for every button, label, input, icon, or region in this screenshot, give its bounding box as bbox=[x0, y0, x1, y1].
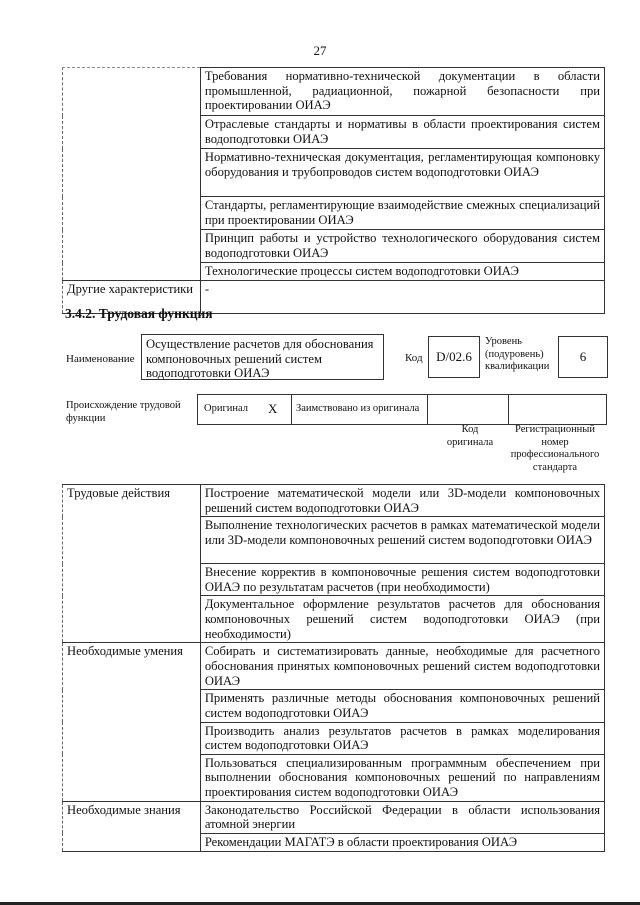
code-box bbox=[428, 336, 480, 378]
name-label: Наименование bbox=[66, 353, 135, 365]
borrowed-label: Заимствовано из оригинала bbox=[296, 403, 420, 415]
borrowed-cell bbox=[292, 395, 428, 424]
labor-function-table bbox=[62, 484, 605, 852]
top-requirements-table bbox=[62, 67, 605, 314]
other-characteristics-value: - bbox=[200, 280, 604, 313]
reg-number-cell bbox=[509, 395, 606, 424]
section-heading: 3.4.2. Трудовая функция bbox=[65, 306, 213, 321]
knowledge-item: Законодательство Российской Федерации в области использования атомной энергии bbox=[200, 801, 604, 833]
level-label: Уровень (подуровень) квалификации bbox=[485, 336, 550, 372]
labor-actions-label: Трудовые действия bbox=[63, 485, 201, 643]
original-mark: X bbox=[268, 401, 278, 417]
skill-item: Собирать и систематизировать данные, необходимые для расчетного обоснования принятых компоновочных решений систем водоподготовки ОИАЭ bbox=[200, 643, 604, 690]
code-value: D/02.6 bbox=[436, 348, 472, 364]
origin-row bbox=[197, 394, 607, 425]
page-number: 27 bbox=[313, 43, 327, 58]
labor-action-item: Документальное оформление результатов расчетов для обоснования компоновочных решений систем водоподготовки ОИАЭ (при необходимости) bbox=[200, 596, 604, 643]
knowledge-item: Стандарты, регламентирующие взаимодействие смежных специализаций при проектировании ОИАЭ bbox=[200, 197, 604, 230]
knowledge-item: Рекомендации МАГАТЭ в области проектирования ОИАЭ bbox=[200, 833, 604, 851]
function-name-value: Осуществление расчетов для обоснования компоновочных решений систем водоподготовки ОИАЭ bbox=[146, 337, 374, 381]
origin-label: Происхождение трудовой функции bbox=[66, 400, 181, 424]
labor-action-item: Выполнение технологических расчетов в рамках математической модели или 3D-модели компоновочных решений систем водоподготовки ОИАЭ bbox=[200, 517, 604, 564]
skill-item: Пользоваться специализированным программным обеспечением при выполнении обоснования компоновочных решений по направлениям проектирования систем водоподготовки ОИАЭ bbox=[200, 754, 604, 801]
skills-label: Необходимые умения bbox=[63, 643, 201, 801]
level-value: 6 bbox=[579, 348, 587, 364]
code-label: Код bbox=[405, 352, 423, 364]
continued-label-cell bbox=[63, 68, 201, 281]
other-characteristics-label: Другие характеристики bbox=[63, 280, 201, 313]
original-code-cell bbox=[428, 395, 509, 424]
level-box bbox=[558, 336, 608, 378]
knowledge-item: Отраслевые стандарты и нормативы в области проектирования систем водоподготовки ОИАЭ bbox=[200, 116, 604, 149]
function-name-box bbox=[141, 334, 384, 380]
registration-caption: Регистрационный номер профессионального стандарта bbox=[510, 424, 600, 473]
knowledge-item: Нормативно-техническая документация, регламентирующая компоновку оборудования и трубопроводов систем водоподготовки ОИАЭ bbox=[200, 149, 604, 197]
knowledge-item: Технологические процессы систем водоподготовки ОИАЭ bbox=[200, 263, 604, 281]
labor-action-item: Построение математической модели или 3D-модели компоновочных решений систем водоподготовки ОИАЭ bbox=[200, 485, 604, 517]
knowledge-item: Требования нормативно-технической документации в области промышленной, радиационной, пожарной безопасности при проектировании ОИАЭ bbox=[200, 68, 604, 116]
labor-action-item: Внесение корректив в компоновочные решения систем водоподготовки ОИАЭ по результатам расчетов (при необходимости) bbox=[200, 564, 604, 596]
original-code-caption: Код оригинала bbox=[446, 424, 494, 448]
skill-item: Производить анализ результатов расчетов в рамках моделирования систем водоподготовки ОИАЭ bbox=[200, 722, 604, 754]
knowledge-item: Принцип работы и устройство технологического оборудования систем водоподготовки ОИАЭ bbox=[200, 230, 604, 263]
knowledge-label: Необходимые знания bbox=[63, 801, 201, 851]
original-cell bbox=[198, 395, 292, 424]
original-label: Оригинал bbox=[204, 403, 248, 415]
skill-item: Применять различные методы обоснования компоновочных решений систем водоподготовки ОИАЭ bbox=[200, 690, 604, 722]
